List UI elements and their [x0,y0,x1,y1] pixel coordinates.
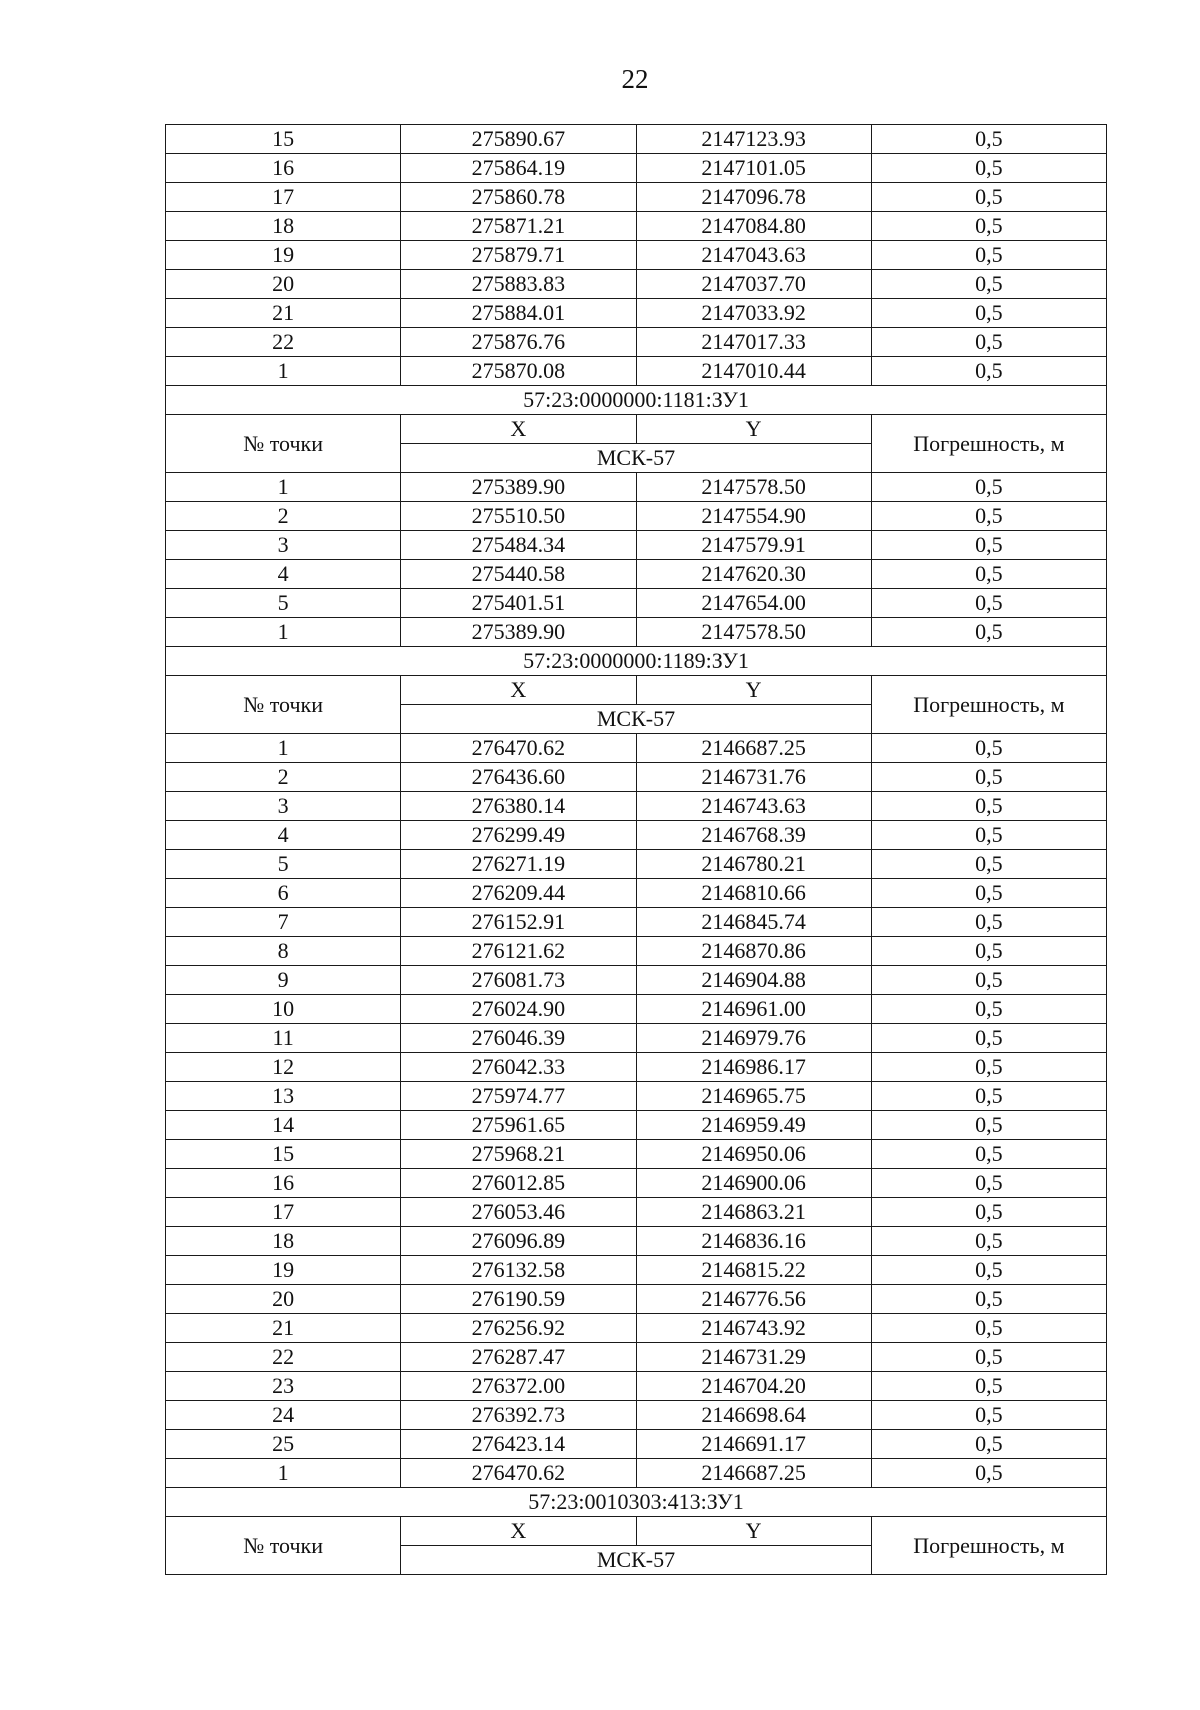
point-number-cell: 18 [166,1227,401,1256]
error-cell: 0,5 [871,1430,1106,1459]
y-coordinate-cell: 2146979.76 [636,1024,871,1053]
section-title-row [166,386,1107,415]
point-number-cell: 16 [166,1169,401,1198]
table-row [166,850,1107,879]
error-cell: 0,5 [871,850,1106,879]
y-coordinate-cell: 2147578.50 [636,473,871,502]
point-number-cell: 16 [166,154,401,183]
x-coordinate-cell: 275871.21 [401,212,636,241]
y-coordinate-cell: 2146965.75 [636,1082,871,1111]
table-row [166,270,1107,299]
y-coordinate-cell: 2146815.22 [636,1256,871,1285]
point-number-cell: 11 [166,1024,401,1053]
header-row [166,415,1107,444]
error-cell: 0,5 [871,792,1106,821]
point-number-cell: 10 [166,995,401,1024]
point-number-cell: 20 [166,1285,401,1314]
header-row [166,676,1107,705]
y-coordinate-cell: 2147579.91 [636,531,871,560]
table-row [166,1343,1107,1372]
error-cell: 0,5 [871,473,1106,502]
point-number-cell: 15 [166,1140,401,1169]
x-coordinate-cell: 276470.62 [401,1459,636,1488]
error-cell: 0,5 [871,1343,1106,1372]
y-coordinate-cell: 2147578.50 [636,618,871,647]
point-number-cell: 24 [166,1401,401,1430]
x-header: X [401,676,636,705]
y-header: Y [636,676,871,705]
y-coordinate-cell: 2147033.92 [636,299,871,328]
x-coordinate-cell: 275389.90 [401,618,636,647]
x-coordinate-cell: 276372.00 [401,1372,636,1401]
x-coordinate-cell: 275870.08 [401,357,636,386]
y-coordinate-cell: 2146863.21 [636,1198,871,1227]
section-title-row [166,647,1107,676]
error-cell: 0,5 [871,995,1106,1024]
cadastral-number: 57:23:0000000:1189:ЗУ1 [166,647,1107,676]
table-row [166,966,1107,995]
error-cell: 0,5 [871,357,1106,386]
table-row [166,299,1107,328]
coordinate-system-header: МСК-57 [401,444,872,473]
table-row [166,734,1107,763]
table-row [166,879,1107,908]
error-cell: 0,5 [871,879,1106,908]
point-number-cell: 1 [166,618,401,647]
y-coordinate-cell: 2146731.76 [636,763,871,792]
table-row [166,1227,1107,1256]
error-cell: 0,5 [871,1082,1106,1111]
table-row [166,1372,1107,1401]
table-row [166,589,1107,618]
x-coordinate-cell: 275968.21 [401,1140,636,1169]
y-coordinate-cell: 2146836.16 [636,1227,871,1256]
error-cell: 0,5 [871,734,1106,763]
y-coordinate-cell: 2146698.64 [636,1401,871,1430]
table-row [166,560,1107,589]
table-row [166,1082,1107,1111]
point-number-cell: 9 [166,966,401,995]
x-coordinate-cell: 276096.89 [401,1227,636,1256]
section-title-row [166,1488,1107,1517]
table-row [166,1053,1107,1082]
point-number-cell: 22 [166,1343,401,1372]
error-header: Погрешность, м [871,676,1106,734]
x-coordinate-cell: 275974.77 [401,1082,636,1111]
y-header: Y [636,1517,871,1546]
y-coordinate-cell: 2146776.56 [636,1285,871,1314]
x-coordinate-cell: 275440.58 [401,560,636,589]
x-coordinate-cell: 276024.90 [401,995,636,1024]
y-coordinate-cell: 2147017.33 [636,328,871,357]
point-number-cell: 17 [166,1198,401,1227]
error-cell: 0,5 [871,1314,1106,1343]
point-number-cell: 3 [166,792,401,821]
y-coordinate-cell: 2146704.20 [636,1372,871,1401]
point-number-header: № точки [166,676,401,734]
table-row [166,1111,1107,1140]
point-number-cell: 23 [166,1372,401,1401]
error-cell: 0,5 [871,212,1106,241]
table-row [166,531,1107,560]
point-number-cell: 1 [166,473,401,502]
y-coordinate-cell: 2147620.30 [636,560,871,589]
error-cell: 0,5 [871,1053,1106,1082]
x-coordinate-cell: 276209.44 [401,879,636,908]
error-cell: 0,5 [871,763,1106,792]
point-number-cell: 18 [166,212,401,241]
x-coordinate-cell: 276132.58 [401,1256,636,1285]
error-cell: 0,5 [871,1169,1106,1198]
x-coordinate-cell: 276081.73 [401,966,636,995]
header-row [166,1517,1107,1546]
cadastral-number: 57:23:0010303:413:ЗУ1 [166,1488,1107,1517]
error-cell: 0,5 [871,821,1106,850]
error-cell: 0,5 [871,125,1106,154]
coordinates-table [165,124,1107,1575]
error-cell: 0,5 [871,1401,1106,1430]
y-coordinate-cell: 2146810.66 [636,879,871,908]
error-header: Погрешность, м [871,1517,1106,1575]
table-row [166,1430,1107,1459]
error-cell: 0,5 [871,908,1106,937]
error-cell: 0,5 [871,502,1106,531]
point-number-cell: 17 [166,183,401,212]
coordinate-system-header: МСК-57 [401,705,872,734]
y-header: Y [636,415,871,444]
y-coordinate-cell: 2147084.80 [636,212,871,241]
table-row [166,212,1107,241]
error-cell: 0,5 [871,270,1106,299]
point-number-header: № точки [166,1517,401,1575]
x-coordinate-cell: 276121.62 [401,937,636,966]
x-coordinate-cell: 276380.14 [401,792,636,821]
y-coordinate-cell: 2147654.00 [636,589,871,618]
x-coordinate-cell: 275401.51 [401,589,636,618]
point-number-cell: 7 [166,908,401,937]
table-row [166,1140,1107,1169]
error-cell: 0,5 [871,937,1106,966]
point-number-cell: 20 [166,270,401,299]
x-coordinate-cell: 276042.33 [401,1053,636,1082]
table-row [166,1401,1107,1430]
x-coordinate-cell: 275883.83 [401,270,636,299]
x-coordinate-cell: 276392.73 [401,1401,636,1430]
point-number-cell: 12 [166,1053,401,1082]
table-row [166,763,1107,792]
point-number-cell: 1 [166,734,401,763]
x-coordinate-cell: 275864.19 [401,154,636,183]
y-coordinate-cell: 2146687.25 [636,734,871,763]
x-coordinate-cell: 276299.49 [401,821,636,850]
error-cell: 0,5 [871,1111,1106,1140]
error-cell: 0,5 [871,328,1106,357]
point-number-cell: 15 [166,125,401,154]
table-row [166,125,1107,154]
table-row [166,937,1107,966]
error-header: Погрешность, м [871,415,1106,473]
x-coordinate-cell: 276152.91 [401,908,636,937]
table-row [166,1285,1107,1314]
y-coordinate-cell: 2146900.06 [636,1169,871,1198]
point-number-cell: 19 [166,241,401,270]
error-cell: 0,5 [871,560,1106,589]
point-number-cell: 3 [166,531,401,560]
error-cell: 0,5 [871,183,1106,212]
point-number-cell: 13 [166,1082,401,1111]
table-row [166,821,1107,850]
y-coordinate-cell: 2147101.05 [636,154,871,183]
table-row [166,792,1107,821]
table-row [166,1256,1107,1285]
point-number-header: № точки [166,415,401,473]
x-coordinate-cell: 275890.67 [401,125,636,154]
point-number-cell: 19 [166,1256,401,1285]
error-cell: 0,5 [871,299,1106,328]
table-row [166,473,1107,502]
x-coordinate-cell: 275884.01 [401,299,636,328]
error-cell: 0,5 [871,1372,1106,1401]
table-row [166,1024,1107,1053]
error-cell: 0,5 [871,1198,1106,1227]
y-coordinate-cell: 2146780.21 [636,850,871,879]
point-number-cell: 6 [166,879,401,908]
y-coordinate-cell: 2146768.39 [636,821,871,850]
x-coordinate-cell: 276271.19 [401,850,636,879]
error-cell: 0,5 [871,241,1106,270]
table-row [166,357,1107,386]
point-number-cell: 21 [166,1314,401,1343]
y-coordinate-cell: 2146731.29 [636,1343,871,1372]
x-coordinate-cell: 275860.78 [401,183,636,212]
x-coordinate-cell: 276190.59 [401,1285,636,1314]
y-coordinate-cell: 2147037.70 [636,270,871,299]
table-row [166,1459,1107,1488]
table-row [166,328,1107,357]
x-coordinate-cell: 276012.85 [401,1169,636,1198]
point-number-cell: 2 [166,502,401,531]
x-coordinate-cell: 276053.46 [401,1198,636,1227]
y-coordinate-cell: 2146904.88 [636,966,871,995]
y-coordinate-cell: 2146986.17 [636,1053,871,1082]
y-coordinate-cell: 2147043.63 [636,241,871,270]
error-cell: 0,5 [871,1227,1106,1256]
table-row [166,1198,1107,1227]
x-coordinate-cell: 276470.62 [401,734,636,763]
table-row [166,1169,1107,1198]
y-coordinate-cell: 2146950.06 [636,1140,871,1169]
coordinate-system-header: МСК-57 [401,1546,872,1575]
point-number-cell: 1 [166,1459,401,1488]
point-number-cell: 22 [166,328,401,357]
coordinates-table-body [166,125,1107,1575]
table-row [166,618,1107,647]
x-coordinate-cell: 275484.34 [401,531,636,560]
y-coordinate-cell: 2147096.78 [636,183,871,212]
table-row [166,995,1107,1024]
page-number: 22 [621,64,649,94]
y-coordinate-cell: 2146845.74 [636,908,871,937]
error-cell: 0,5 [871,1285,1106,1314]
x-coordinate-cell: 276436.60 [401,763,636,792]
point-number-cell: 25 [166,1430,401,1459]
x-header: X [401,415,636,444]
x-coordinate-cell: 276423.14 [401,1430,636,1459]
error-cell: 0,5 [871,1459,1106,1488]
x-coordinate-cell: 275389.90 [401,473,636,502]
point-number-cell: 5 [166,589,401,618]
error-cell: 0,5 [871,1140,1106,1169]
error-cell: 0,5 [871,531,1106,560]
point-number-cell: 4 [166,821,401,850]
table-row [166,183,1107,212]
table-row [166,241,1107,270]
x-coordinate-cell: 275879.71 [401,241,636,270]
point-number-cell: 4 [166,560,401,589]
x-header: X [401,1517,636,1546]
x-coordinate-cell: 276287.47 [401,1343,636,1372]
y-coordinate-cell: 2146687.25 [636,1459,871,1488]
y-coordinate-cell: 2146743.63 [636,792,871,821]
y-coordinate-cell: 2146870.86 [636,937,871,966]
x-coordinate-cell: 276046.39 [401,1024,636,1053]
y-coordinate-cell: 2147123.93 [636,125,871,154]
y-coordinate-cell: 2146691.17 [636,1430,871,1459]
error-cell: 0,5 [871,154,1106,183]
error-cell: 0,5 [871,1256,1106,1285]
point-number-cell: 5 [166,850,401,879]
y-coordinate-cell: 2147554.90 [636,502,871,531]
error-cell: 0,5 [871,966,1106,995]
error-cell: 0,5 [871,589,1106,618]
point-number-cell: 21 [166,299,401,328]
x-coordinate-cell: 275510.50 [401,502,636,531]
error-cell: 0,5 [871,618,1106,647]
y-coordinate-cell: 2147010.44 [636,357,871,386]
table-row [166,908,1107,937]
y-coordinate-cell: 2146743.92 [636,1314,871,1343]
point-number-cell: 8 [166,937,401,966]
x-coordinate-cell: 275961.65 [401,1111,636,1140]
y-coordinate-cell: 2146961.00 [636,995,871,1024]
point-number-cell: 14 [166,1111,401,1140]
x-coordinate-cell: 275876.76 [401,328,636,357]
table-row [166,154,1107,183]
table-row [166,1314,1107,1343]
point-number-cell: 2 [166,763,401,792]
point-number-cell: 1 [166,357,401,386]
table-row [166,502,1107,531]
x-coordinate-cell: 276256.92 [401,1314,636,1343]
y-coordinate-cell: 2146959.49 [636,1111,871,1140]
cadastral-number: 57:23:0000000:1181:ЗУ1 [166,386,1107,415]
error-cell: 0,5 [871,1024,1106,1053]
